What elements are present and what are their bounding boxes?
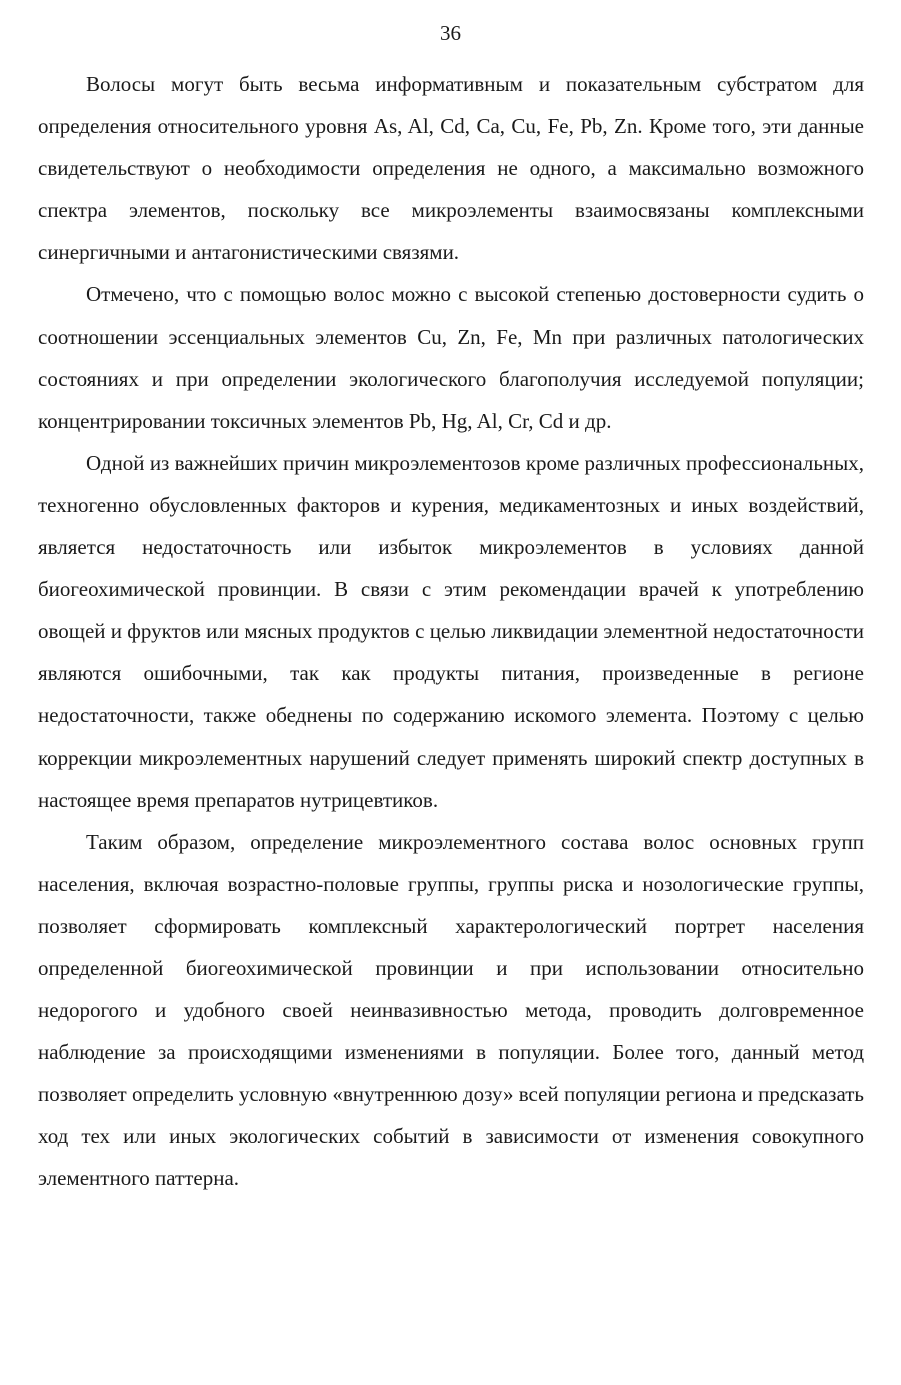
- paragraph-microelementoses: Одной из важнейших причин микроэлементозов кроме различных профессиональных, техногенно обусловленных факторов и курения, медикаментозных и иных воздействий, является недостаточность или избыток микроэлементов в условиях данной биогеохимической провинции. В связи с этим рекомендации врачей к употреблению овощей и фруктов или мясных продуктов с целью ликвидации элементной недостаточности являются ошибочными, так как продукты питания, произведенные в регионе недостаточности, также обеднены по содержанию искомого элемента. Поэтому с целью коррекции микроэлементных нарушений следует применять широкий спектр доступных в настоящее время препаратов нутрицевтиков.: [38, 450, 864, 812]
- paragraph-hair-substrate: Волосы могут быть весьма информативным и показательным субстратом для определения относительного уровня As, Al, Cd, Ca, Cu, Fe, Pb, Zn. Кроме того, эти данные свидетельствуют о необходимости определения не одного, а максимально возможного спектра элементов, поскольку все микроэлементы взаимосвязаны комплексными синергичными и антагонистическими связями.: [38, 72, 864, 265]
- body-text: [38, 63, 864, 1200]
- paragraph-conclusion: Таким образом, определение микроэлементного состава волос основных групп населения, включая возрастно-половые группы, группы риска и нозологические группы, позволяет сформировать комплексный характерологический портрет населения определенной биогеохимической провинции и при использовании относительно недорогого и удобного своей неинвазивностью метода, проводить долговременное наблюдение за происходящими изменениями в популяции. Более того, данный метод позволяет определить условную «внутреннюю дозу» всей популяции региона и предсказать ход тех или иных экологических событий в зависимости от изменения совокупного элементного паттерна.: [38, 829, 864, 1191]
- paragraph-essential-elements: Отмечено, что с помощью волос можно с высокой степенью достоверности судить о соотношении эссенциальных элементов Cu, Zn, Fe, Mn при различных патологических состояниях и при определении экологического благополучия исследуемой популяции; концентрировании токсичных элементов Pb, Hg, Al, Cr, Cd и др.: [38, 282, 864, 433]
- page-number: 36: [440, 21, 461, 45]
